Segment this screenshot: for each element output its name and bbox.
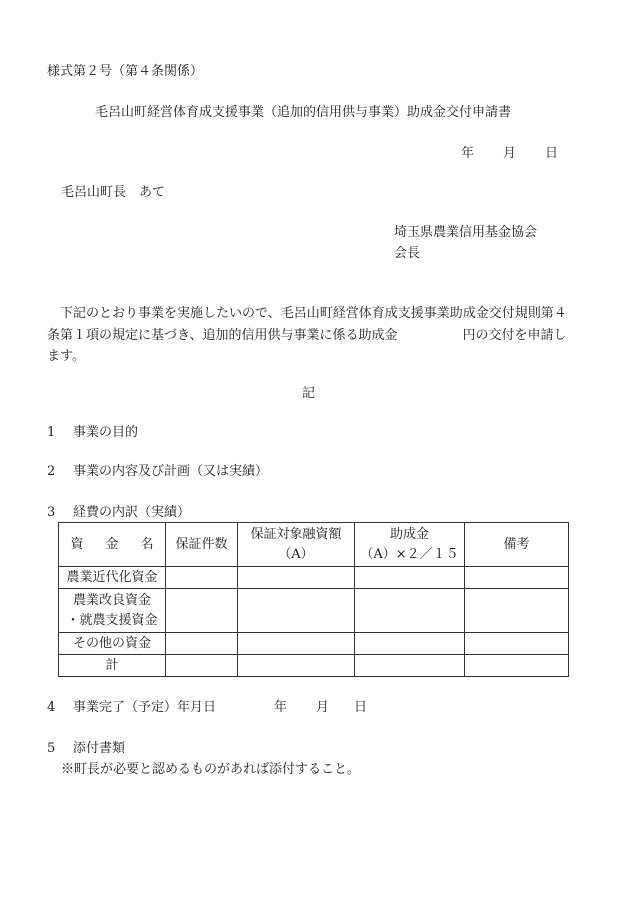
header-target-amount-line1: 保証対象融資額 — [250, 526, 342, 542]
table-total-row — [59, 655, 569, 677]
row-label: その他の資金 — [59, 633, 166, 655]
section-number: 1 — [47, 425, 56, 440]
header-remarks: 備考 — [465, 523, 569, 567]
table-header-row — [59, 523, 569, 567]
header-fund-name — [59, 523, 166, 567]
form-number: 様式第２号（第４条関係） — [47, 64, 204, 79]
date-month: 月 — [503, 146, 517, 161]
application-body-text: 下記のとおり事業を実施したいので、毛呂山町経営体育成支援事業助成金交付規則第４条第１項の規定に基づき、追加的信用供与事業に係る助成金 円の交付を申請します。 — [47, 306, 567, 364]
row-label-line1: 農業改良資金 — [72, 592, 151, 608]
cell-remarks — [465, 589, 569, 633]
ki-heading: 記 — [302, 386, 316, 401]
header-subsidy-line1: 助成金 — [389, 526, 429, 542]
header-guarantee-count: 保証件数 — [166, 523, 238, 567]
application-date — [461, 146, 558, 162]
section-expenses — [47, 505, 190, 521]
cell-subsidy — [355, 589, 465, 633]
section-label: 事業の目的 — [73, 425, 139, 440]
cell-guarantee-count — [166, 567, 238, 589]
attachment-note: ※町長が必要と認めるものがあれば添付すること。 — [61, 762, 361, 777]
applicant-organization: 埼玉県農業信用基金協会 — [394, 225, 538, 240]
row-label: 農業近代化資金 — [59, 567, 166, 589]
section-label: 添付書類 — [73, 741, 126, 756]
header-target-amount — [238, 523, 355, 567]
document-title: 毛呂山町経営体育成支援事業（追加的信用供与事業）助成金交付申請書 — [95, 105, 512, 120]
section-attachments — [47, 741, 125, 757]
table-row — [59, 567, 569, 589]
completion-year: 年 — [274, 700, 288, 715]
section-purpose — [47, 425, 138, 441]
header-fund-char: 名 — [140, 536, 154, 552]
cell-target-amount — [238, 567, 355, 589]
section-label: 経費の内訳（実績） — [73, 505, 191, 520]
section-label: 事業の内容及び計画（又は実績） — [73, 464, 269, 479]
cell-target-amount — [238, 633, 355, 655]
row-label — [59, 589, 166, 633]
section-content — [47, 464, 268, 480]
cell-subsidy — [355, 567, 465, 589]
addressee: 毛呂山町長 あて — [61, 185, 166, 200]
section-completion-date — [47, 700, 367, 716]
cell-subsidy — [355, 633, 465, 655]
completion-month: 月 — [316, 700, 330, 715]
cell-guarantee-count — [166, 655, 238, 677]
header-fund-char: 資 — [70, 536, 84, 552]
header-fund-char: 金 — [105, 536, 119, 552]
section-number: 3 — [47, 505, 56, 520]
applicant-position: 会長 — [394, 246, 421, 261]
section-number: 4 — [47, 700, 56, 715]
expense-breakdown-table — [58, 522, 569, 677]
date-day: 日 — [545, 146, 559, 161]
cell-subsidy — [355, 655, 465, 677]
row-label-total: 計 — [59, 655, 166, 677]
cell-remarks — [465, 655, 569, 677]
table-row — [59, 589, 569, 633]
section-number: 5 — [47, 741, 56, 756]
header-target-amount-line2: （A） — [278, 546, 314, 562]
header-subsidy-line2: （A）×２／１５ — [360, 546, 459, 562]
cell-target-amount — [238, 655, 355, 677]
completion-day: 日 — [354, 700, 368, 715]
row-label-line2: ・就農支援資金 — [66, 612, 158, 628]
table-row — [59, 633, 569, 655]
section-number: 2 — [47, 464, 56, 479]
cell-remarks — [465, 567, 569, 589]
cell-target-amount — [238, 589, 355, 633]
cell-guarantee-count — [166, 633, 238, 655]
application-body — [47, 303, 572, 368]
section-label: 事業完了（予定）年月日 — [73, 700, 217, 715]
cell-remarks — [465, 633, 569, 655]
header-subsidy — [355, 523, 465, 567]
date-year: 年 — [461, 146, 475, 161]
cell-guarantee-count — [166, 589, 238, 633]
